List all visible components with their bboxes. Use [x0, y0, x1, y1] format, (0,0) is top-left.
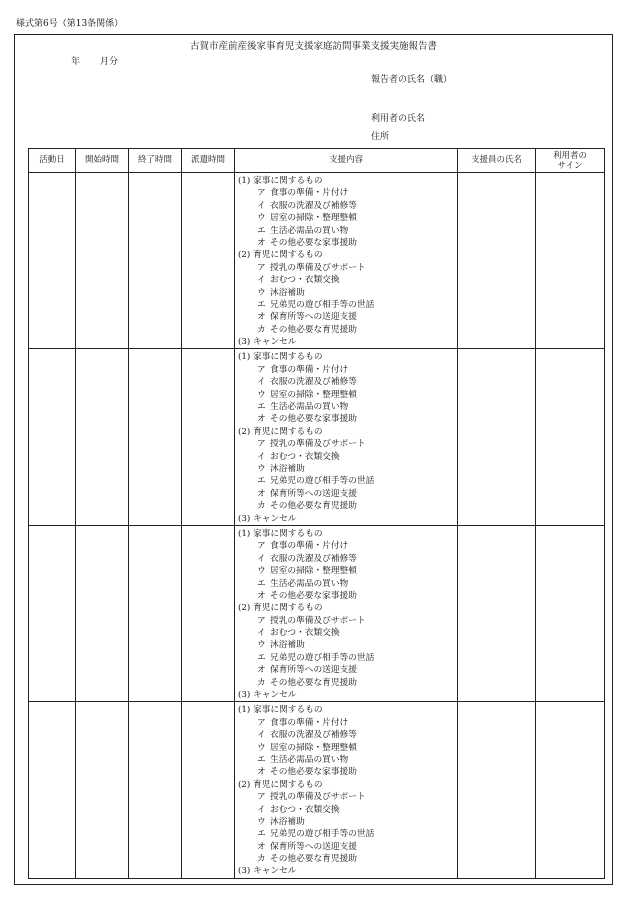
dispatch-time-cell[interactable]	[182, 173, 235, 349]
item-text: その他必要な育児援助	[270, 854, 357, 865]
childcare-category-label[interactable]: (2) 育児に関するもの	[238, 250, 323, 261]
item-key: イ	[257, 451, 266, 462]
item-text: 居室の掃除・整理整頓	[270, 566, 357, 577]
activity-date-cell[interactable]	[29, 525, 76, 701]
item-text: おむつ・衣類交換	[270, 275, 340, 286]
item-text: 衣服の洗濯及び補修等	[270, 377, 357, 388]
childcare-item[interactable]	[238, 804, 457, 816]
childcare-item[interactable]	[238, 324, 457, 336]
childcare-item[interactable]	[238, 475, 457, 487]
housework-category-label[interactable]: (1) 家事に関するもの	[238, 528, 323, 539]
item-text: 生活必需品の買い物	[270, 754, 349, 765]
childcare-item[interactable]	[238, 791, 457, 803]
item-key: オ	[257, 841, 266, 852]
item-key: ウ	[257, 566, 266, 577]
item-text: その他必要な育児援助	[270, 677, 357, 688]
table-row	[29, 525, 605, 701]
childcare-category-label[interactable]: (2) 育児に関するもの	[238, 603, 323, 614]
cancel-category-label[interactable]: (3) キャンセル	[238, 513, 297, 524]
housework-category-label[interactable]: (1) 家事に関するもの	[238, 705, 323, 716]
item-key: ウ	[257, 213, 266, 224]
item-text: 衣服の洗濯及び補修等	[270, 553, 357, 564]
item-text: 食事の準備・片付け	[270, 364, 349, 375]
item-key: ア	[257, 188, 266, 199]
header-support-content: 支援内容	[235, 149, 458, 173]
item-key: オ	[257, 767, 266, 778]
childcare-item[interactable]	[238, 488, 457, 500]
item-text: 居室の掃除・整理整頓	[270, 389, 357, 400]
item-text: その他必要な育児援助	[270, 324, 357, 335]
housework-item[interactable]	[238, 200, 457, 212]
item-text: その他必要な育児援助	[270, 501, 357, 512]
address-label[interactable]: 住所	[371, 132, 390, 142]
housework-item[interactable]	[238, 212, 457, 224]
item-text: 保育所等への送迎支援	[270, 312, 357, 323]
item-key: ア	[257, 262, 266, 273]
item-key: オ	[257, 312, 266, 323]
childcare-item[interactable]	[238, 274, 457, 286]
item-key: カ	[257, 501, 266, 512]
item-key: イ	[257, 804, 266, 815]
support-log-table	[28, 148, 605, 879]
user-signature-cell[interactable]	[536, 349, 605, 525]
support-menu	[235, 526, 457, 701]
support-menu	[235, 349, 457, 524]
childcare-item[interactable]	[238, 451, 457, 463]
item-key: オ	[257, 488, 266, 499]
month-label[interactable]: 月分	[100, 57, 119, 67]
item-text: 授乳の準備及びサポート	[270, 439, 366, 450]
item-key: ウ	[257, 640, 266, 651]
item-text: 沐浴補助	[270, 463, 305, 474]
item-key: エ	[257, 652, 266, 663]
childcare-item[interactable]	[238, 311, 457, 323]
item-key: ア	[257, 439, 266, 450]
item-text: おむつ・衣類交換	[270, 628, 340, 639]
housework-item[interactable]	[238, 766, 457, 778]
childcare-item[interactable]	[238, 287, 457, 299]
supporter-name-cell[interactable]	[458, 173, 536, 349]
supporter-name-cell[interactable]	[458, 702, 536, 878]
item-text: 兄弟児の遊び相手等の世話	[270, 299, 375, 310]
item-key: カ	[257, 324, 266, 335]
item-text: 沐浴補助	[270, 287, 305, 298]
item-text: その他必要な家事援助	[270, 237, 357, 248]
item-key: カ	[257, 677, 266, 688]
item-key: オ	[257, 590, 266, 601]
housework-item[interactable]	[238, 225, 457, 237]
item-key: オ	[257, 237, 266, 248]
end-time-cell[interactable]	[129, 349, 182, 525]
header-start-time: 開始時間	[76, 149, 129, 173]
childcare-item[interactable]	[238, 816, 457, 828]
activity-date-cell[interactable]	[29, 349, 76, 525]
item-text: 保育所等への送迎支援	[270, 488, 357, 499]
item-text: 生活必需品の買い物	[270, 225, 349, 236]
item-key: エ	[257, 225, 266, 236]
item-key: イ	[257, 377, 266, 388]
end-time-cell[interactable]	[129, 525, 182, 701]
cancel-category-label[interactable]: (3) キャンセル	[238, 337, 297, 348]
header-activity-date: 活動日	[29, 149, 76, 173]
item-text: 保育所等への送迎支援	[270, 841, 357, 852]
item-key: オ	[257, 414, 266, 425]
item-key: エ	[257, 402, 266, 413]
item-key: エ	[257, 578, 266, 589]
item-key: カ	[257, 854, 266, 865]
childcare-category-label[interactable]: (2) 育児に関するもの	[238, 779, 323, 790]
header-end-time: 終了時間	[129, 149, 182, 173]
housework-item[interactable]	[238, 717, 457, 729]
housework-item[interactable]	[238, 742, 457, 754]
user-name-label[interactable]: 利用者の氏名	[371, 114, 426, 124]
user-signature-cell[interactable]	[536, 702, 605, 878]
user-signature-cell[interactable]	[536, 173, 605, 349]
childcare-item[interactable]	[238, 615, 457, 627]
housework-item[interactable]	[238, 578, 457, 590]
item-key: ウ	[257, 742, 266, 753]
housework-item[interactable]	[238, 187, 457, 199]
item-text: 保育所等への送迎支援	[270, 665, 357, 676]
housework-item[interactable]	[238, 376, 457, 388]
item-text: おむつ・衣類交換	[270, 451, 340, 462]
item-key: ウ	[257, 287, 266, 298]
item-key: ア	[257, 541, 266, 552]
header-user-signature-line2: サイン	[557, 160, 583, 171]
housework-item[interactable]	[238, 590, 457, 602]
start-time-cell[interactable]	[76, 173, 129, 349]
support-content-cell	[235, 525, 458, 701]
childcare-item[interactable]	[238, 500, 457, 512]
header-row	[29, 149, 605, 173]
table-row	[29, 702, 605, 878]
housework-item[interactable]	[238, 413, 457, 425]
item-text: 授乳の準備及びサポート	[270, 262, 366, 273]
item-text: 衣服の洗濯及び補修等	[270, 730, 357, 741]
housework-category-label[interactable]: (1) 家事に関するもの	[238, 352, 323, 363]
support-menu	[235, 702, 457, 877]
item-text: その他必要な家事援助	[270, 414, 357, 425]
housework-item[interactable]	[238, 401, 457, 413]
item-text: 授乳の準備及びサポート	[270, 792, 366, 803]
item-text: 沐浴補助	[270, 640, 305, 651]
form-title: 古賀市産前産後家事育児支援家庭訪問事業支援実施報告書	[189, 41, 437, 52]
childcare-category-label[interactable]: (2) 育児に関するもの	[238, 426, 323, 437]
item-key: エ	[257, 299, 266, 310]
item-text: 沐浴補助	[270, 816, 305, 827]
supporter-name-cell[interactable]	[458, 525, 536, 701]
housework-item[interactable]	[238, 237, 457, 249]
dispatch-time-cell[interactable]	[182, 525, 235, 701]
table-row	[29, 349, 605, 525]
item-text: 衣服の洗濯及び補修等	[270, 200, 357, 211]
item-text: 兄弟児の遊び相手等の世話	[270, 652, 375, 663]
cancel-category-label[interactable]: (3) キャンセル	[238, 866, 297, 877]
header-user-signature	[536, 149, 605, 173]
end-time-cell[interactable]	[129, 702, 182, 878]
item-key: エ	[257, 476, 266, 487]
item-key: イ	[257, 730, 266, 741]
dispatch-time-cell[interactable]	[182, 702, 235, 878]
cancel-category-label[interactable]: (3) キャンセル	[238, 690, 297, 701]
form-number: 様式第6号（第13条関係）	[16, 19, 124, 29]
housework-category-label[interactable]: (1) 家事に関するもの	[238, 176, 323, 186]
item-text: おむつ・衣類交換	[270, 804, 340, 815]
childcare-item[interactable]	[238, 299, 457, 311]
item-key: オ	[257, 665, 266, 676]
housework-item[interactable]	[238, 729, 457, 741]
childcare-item[interactable]	[238, 652, 457, 664]
year-label[interactable]: 年	[71, 57, 81, 67]
item-key: ウ	[257, 816, 266, 827]
childcare-item[interactable]	[238, 438, 457, 450]
childcare-item[interactable]	[238, 639, 457, 651]
item-key: イ	[257, 628, 266, 639]
item-key: イ	[257, 200, 266, 211]
header-dispatch-time: 派遣時間	[182, 149, 235, 173]
childcare-item[interactable]	[238, 841, 457, 853]
item-key: エ	[257, 754, 266, 765]
item-text: その他必要な家事援助	[270, 590, 357, 601]
childcare-item[interactable]	[238, 627, 457, 639]
report-form	[14, 34, 613, 885]
item-text: 生活必需品の買い物	[270, 578, 349, 589]
support-content-cell	[235, 349, 458, 525]
item-key: イ	[257, 553, 266, 564]
table-row	[29, 173, 605, 349]
childcare-item[interactable]	[238, 828, 457, 840]
item-key: ア	[257, 615, 266, 626]
support-menu	[235, 173, 457, 348]
activity-date-cell[interactable]	[29, 702, 76, 878]
childcare-item[interactable]	[238, 677, 457, 689]
item-key: ア	[257, 364, 266, 375]
housework-item[interactable]	[238, 754, 457, 766]
item-key: ウ	[257, 463, 266, 474]
dispatch-time-cell[interactable]	[182, 349, 235, 525]
support-content-cell	[235, 173, 458, 349]
childcare-item[interactable]	[238, 664, 457, 676]
activity-date-cell[interactable]	[29, 173, 76, 349]
support-content-cell	[235, 702, 458, 878]
item-text: 生活必需品の買い物	[270, 402, 349, 413]
item-text: 兄弟児の遊び相手等の世話	[270, 829, 375, 840]
start-time-cell[interactable]	[76, 525, 129, 701]
end-time-cell[interactable]	[129, 173, 182, 349]
housework-item[interactable]	[238, 540, 457, 552]
item-key: ア	[257, 717, 266, 728]
user-signature-cell[interactable]	[536, 525, 605, 701]
housework-item[interactable]	[238, 364, 457, 376]
item-key: イ	[257, 275, 266, 286]
item-text: 兄弟児の遊び相手等の世話	[270, 476, 375, 487]
housework-item[interactable]	[238, 553, 457, 565]
item-text: 食事の準備・片付け	[270, 188, 349, 199]
childcare-item[interactable]	[238, 853, 457, 865]
header-user-signature-line1: 利用者の	[552, 150, 587, 161]
housework-item[interactable]	[238, 389, 457, 401]
item-text: 居室の掃除・整理整頓	[270, 742, 357, 753]
item-text: 食事の準備・片付け	[270, 717, 349, 728]
item-key: ウ	[257, 389, 266, 400]
supporter-name-cell[interactable]	[458, 349, 536, 525]
item-text: 食事の準備・片付け	[270, 541, 349, 552]
reporter-name-label[interactable]: 報告者の氏名（職）	[371, 75, 453, 85]
item-text: その他必要な家事援助	[270, 767, 357, 778]
item-text: 居室の掃除・整理整頓	[270, 213, 357, 224]
item-key: ア	[257, 792, 266, 803]
item-key: エ	[257, 829, 266, 840]
item-text: 授乳の準備及びサポート	[270, 615, 366, 626]
childcare-item[interactable]	[238, 262, 457, 274]
start-time-cell[interactable]	[76, 349, 129, 525]
header-supporter-name: 支援員の氏名	[458, 149, 536, 173]
childcare-item[interactable]	[238, 463, 457, 475]
start-time-cell[interactable]	[76, 702, 129, 878]
housework-item[interactable]	[238, 565, 457, 577]
